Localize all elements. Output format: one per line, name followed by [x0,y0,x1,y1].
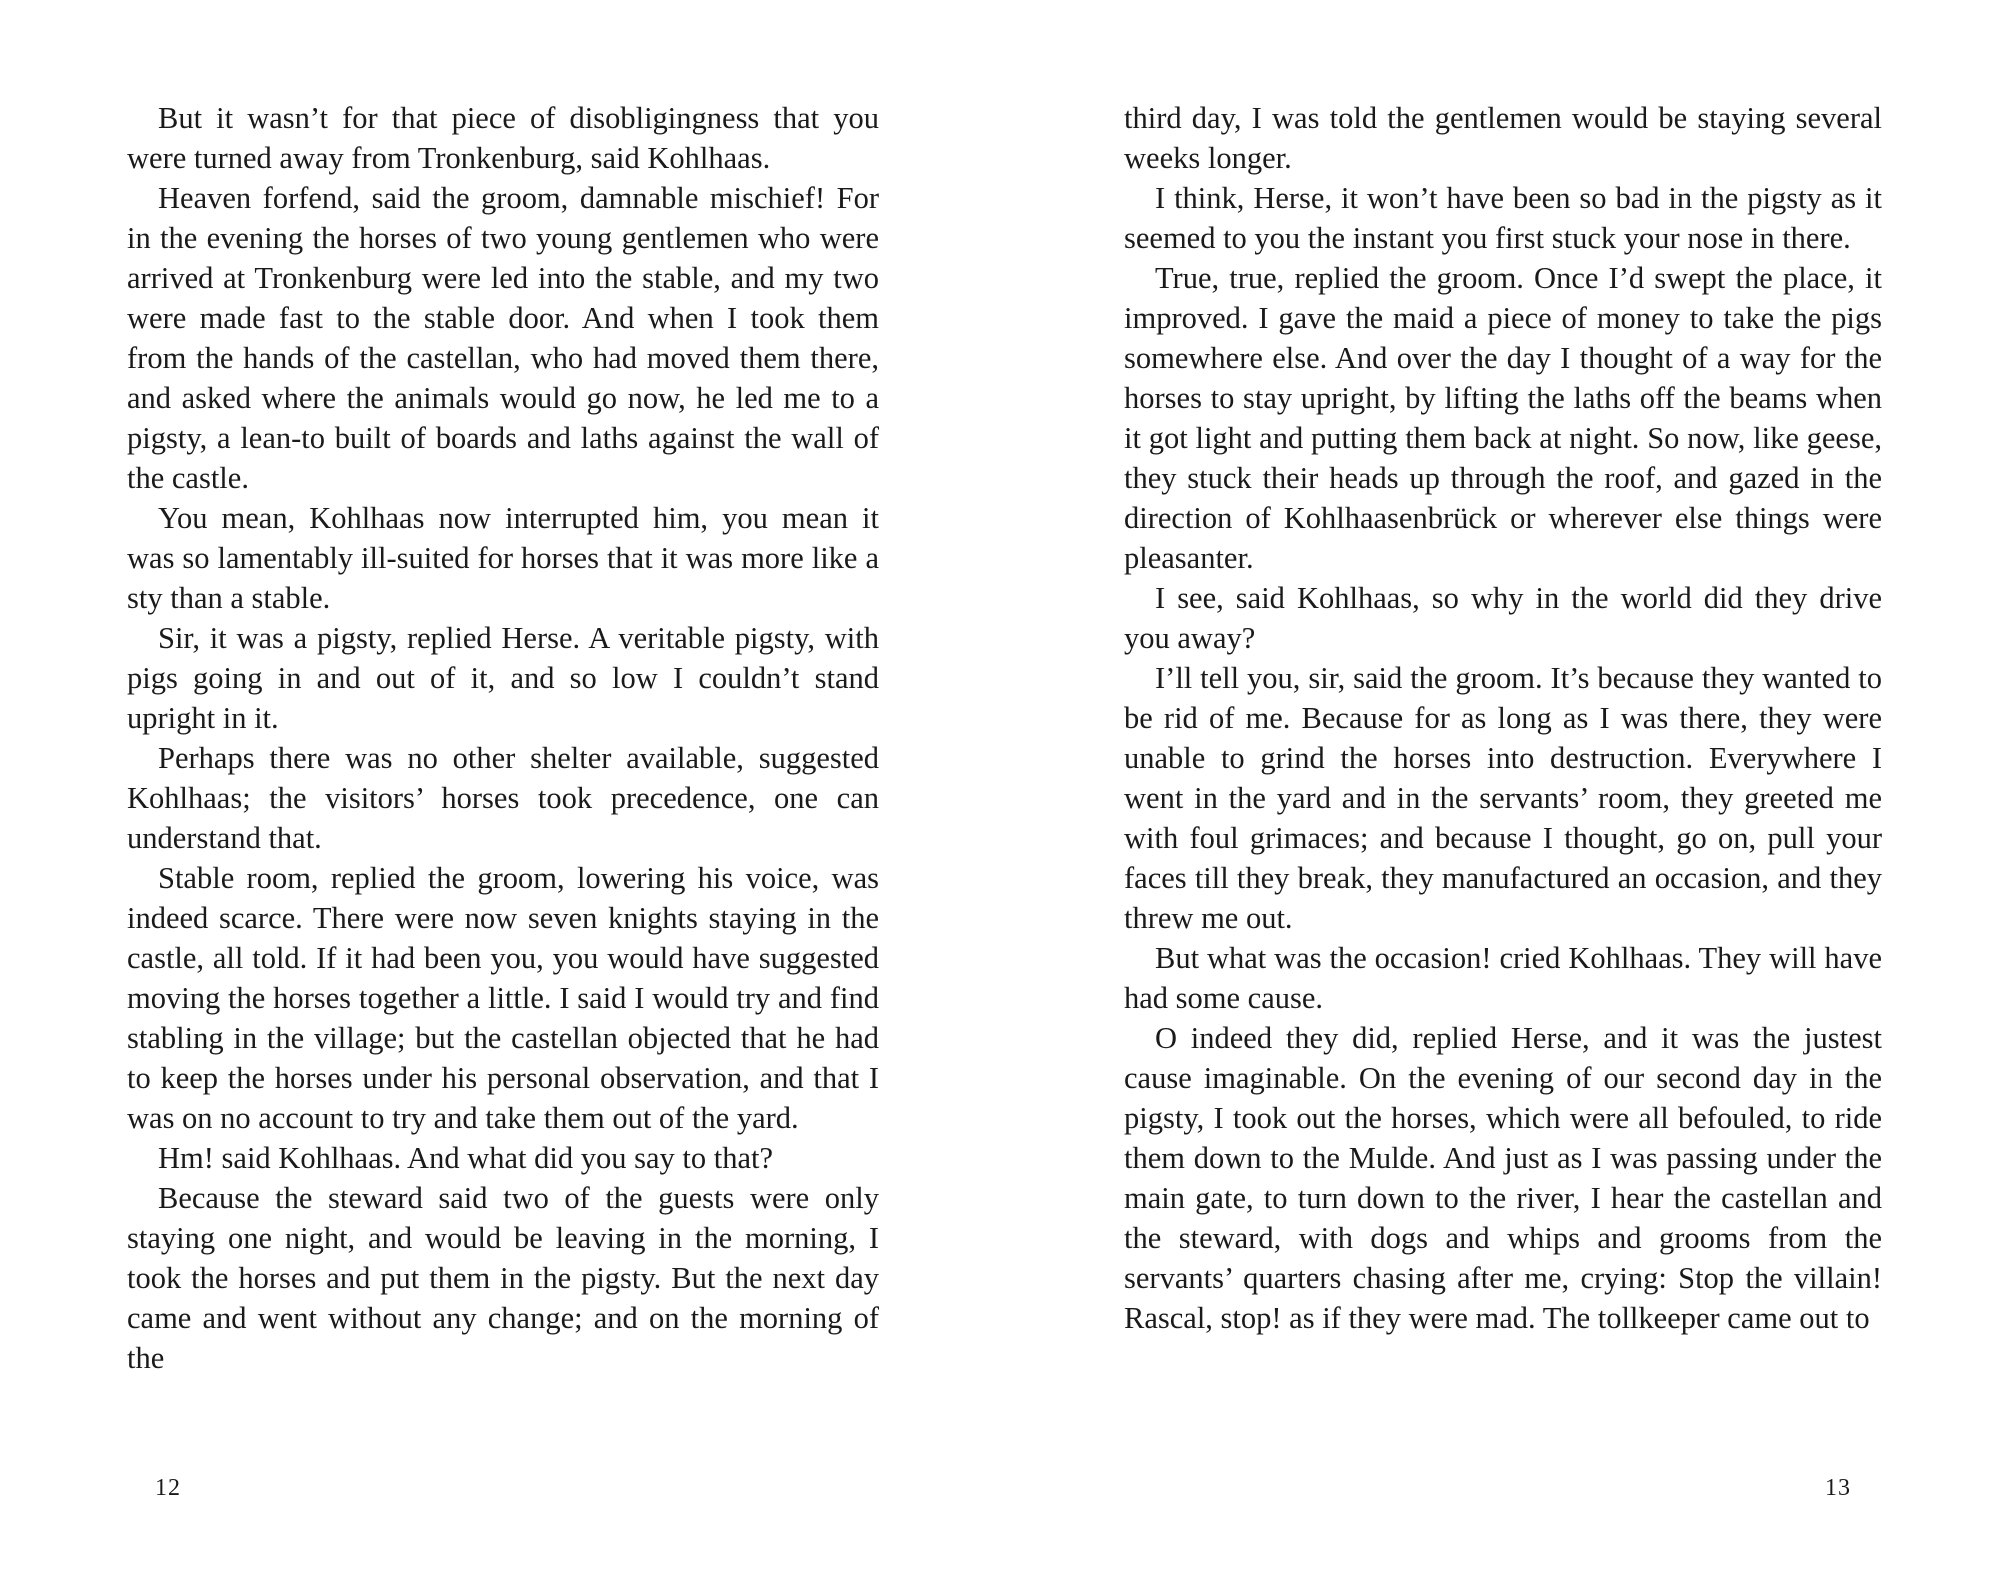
paragraph: You mean, Kohlhaas now interrupted him, you mean it was so lamentably ill-suited for horses that it was more like a sty than a stable. [127,501,879,615]
paragraph: Because the steward said two of the guests were only staying one night, and would be leaving in the morning, I took the horses and put them in the pigsty. But the next day came and went without any change; and on the morning of the [127,1181,879,1375]
paragraph: Heaven forfend, said the groom, damnable mischief! For in the evening the horses of two young gentlemen who were arrived at Tronkenburg were led into the stable, and my two were made fast to the stable door. And when I took them from the hands of the castellan, who had moved them there, and asked where the animals would go now, he led me to a pigsty, a lean-to built of boards and laths against the wall of the castle. [127,181,879,495]
paragraph: Perhaps there was no other shelter available, suggested Kohlhaas; the visitors’ horses took precedence, one can understand that. [127,741,879,855]
page-number: 13 [1825,1475,1851,1501]
paragraph: Stable room, replied the groom, lowering his voice, was indeed scarce. There were now seven knights staying in the castle, all told. If it had been you, you would have suggested moving the horses together a little. I said I would try and find stabling in the village; but the castellan objected that he had to keep the horses under his personal observation, and that I was on no account to try and take them out of the yard. [127,861,879,1135]
paragraph: I see, said Kohlhaas, so why in the world did they drive you away? [1124,581,1882,655]
paragraph: I’ll tell you, sir, said the groom. It’s because they wanted to be rid of me. Because for as long as I was there, they were unable to grind the horses into destruction. Everywhere I went in the yard and in the servants’ room, they greeted me with foul grimaces; and because I thought, go on, pull your faces till they break, they manufactured an occasion, and they threw me out. [1124,661,1882,935]
paragraph: Sir, it was a pigsty, replied Herse. A veritable pigsty, with pigs going in and out of it, and so low I couldn’t stand upright in it. [127,621,879,735]
paragraph: True, true, replied the groom. Once I’d swept the place, it improved. I gave the maid a piece of money to take the pigs somewhere else. And over the day I thought of a way for the horses to stay upright, by lifting the laths off the beams when it got light and putting them back at night. So now, like geese, they stuck their heads up through the roof, and gazed in the direction of Kohlhaasenbrück or wherever else things were pleasanter. [1124,261,1882,575]
page-number: 12 [155,1475,181,1501]
right-page-text [1124,98,1882,1338]
paragraph: But it wasn’t for that piece of disobligingness that you were turned away from Tronkenburg, said Kohlhaas. [127,101,879,175]
paragraph: But what was the occasion! cried Kohlhaas. They will have had some cause. [1124,941,1882,1015]
paragraph: I think, Herse, it won’t have been so bad in the pigsty as it seemed to you the instant you first stuck your nose in there. [1124,181,1882,255]
paragraph: Hm! said Kohlhaas. And what did you say to that? [158,1141,773,1175]
paragraph: O indeed they did, replied Herse, and it was the justest cause imaginable. On the evening of our second day in the pigsty, I took out the horses, which were all befouled, to ride them down to the Mulde. And just as I was passing under the main gate, to turn down to the river, I hear the castellan and the steward, with dogs and whips and grooms from the servants’ quarters chasing after me, crying: Stop the villain! Rascal, stop! as if they were mad. The tollkeeper came out to [1124,1021,1882,1335]
paragraph-continued: third day, I was told the gentlemen would be staying several weeks longer. [1124,101,1882,175]
left-page-text [127,98,879,1378]
right-page [1000,0,2000,1588]
